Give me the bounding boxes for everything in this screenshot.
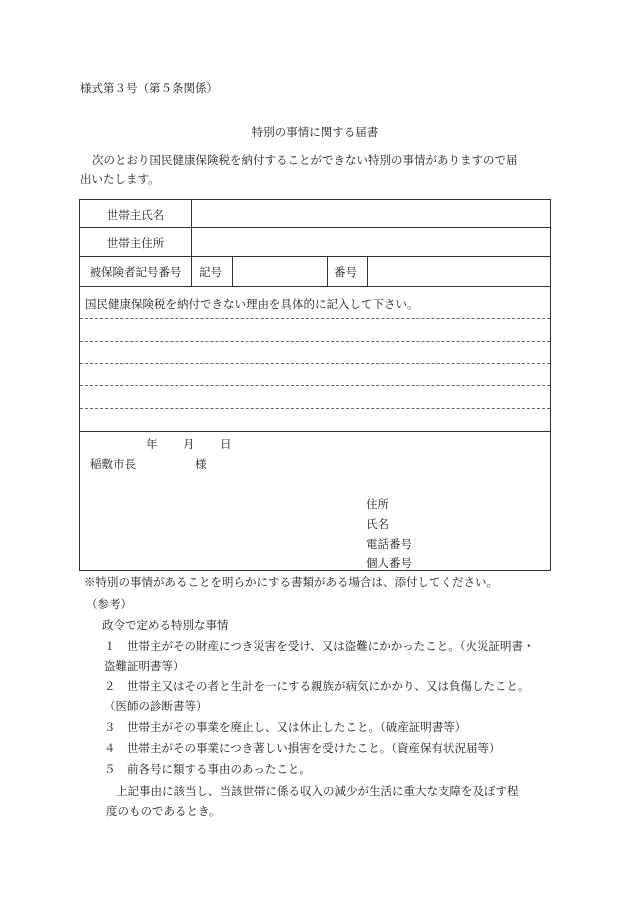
form-table xyxy=(79,199,551,571)
note-item-1a: １ 世帯主がその財産につき災害を受け、又は盗難にかかったこと。（火災証明書・ xyxy=(104,639,535,653)
applicant-personal-number-label: 個人番号 xyxy=(366,556,412,570)
note-item-2b: （医師の診断書等） xyxy=(104,699,208,713)
document-title: 特別の事情に関する届書 xyxy=(251,125,379,139)
form-number-label: 様式第３号（第５条関係） xyxy=(80,81,218,95)
attachment-note: ※特別の事情があることを明らかにする書類がある場合は、添付してください。 xyxy=(84,575,498,589)
date-year-label: 年 xyxy=(146,437,158,451)
reason-prompt: 国民健康保険税を納付できない理由を具体的に記入して下さい。 xyxy=(85,297,419,311)
insured-id-label: 被保険者記号番号 xyxy=(89,265,182,279)
symbol-label: 記号 xyxy=(199,265,222,279)
household-head-address-field[interactable] xyxy=(198,230,544,253)
note-item-2a: ２ 世帯主又はその者と生計を一にする親族が病気にかかり、又は負傷したこと。 xyxy=(104,679,530,693)
symbol-field[interactable] xyxy=(236,259,324,283)
notes-heading: 政令で定める特別な事情 xyxy=(102,618,229,632)
note-item-1b: 盗難証明書等） xyxy=(104,659,185,673)
intro-line-1: 次のとおり国民健康保険税を納付することができない特別の事情がありますので届 xyxy=(92,153,518,167)
date-month-label: 月 xyxy=(183,437,195,451)
household-head-address-label: 世帯主住所 xyxy=(106,236,165,250)
reason-text-area[interactable] xyxy=(84,320,546,428)
note-item-6a: 上記事由に該当し、当該世帯に係る収入の減少が生活に重大な支障を及ぼす程 xyxy=(116,784,519,798)
date-day-label: 日 xyxy=(220,437,232,451)
applicant-name-label: 氏名 xyxy=(366,517,389,531)
applicant-address-label: 住所 xyxy=(366,497,389,511)
intro-line-2: 出いたします。 xyxy=(80,172,160,186)
note-item-6b: 度のものであるとき。 xyxy=(106,804,221,818)
mayor-label: 稲敷市長 xyxy=(90,457,136,471)
applicant-phone-label: 電話番号 xyxy=(366,537,412,551)
household-head-name-label: 世帯主氏名 xyxy=(106,208,165,222)
reference-label: （参考） xyxy=(86,597,132,611)
note-item-4: ４ 世帯主がその事業につき著しい損害を受けたこと。（資産保有状況届等） xyxy=(104,741,501,755)
number-label: 番号 xyxy=(334,265,357,279)
note-item-3: ３ 世帯主がその事業を廃止し、又は休止したこと。（破産証明書等） xyxy=(104,720,467,734)
honorific-label: 様 xyxy=(195,457,207,471)
note-item-5: ５ 前各号に類する事由のあったこと。 xyxy=(104,762,311,776)
household-head-name-field[interactable] xyxy=(198,202,544,225)
number-field[interactable] xyxy=(371,259,544,283)
